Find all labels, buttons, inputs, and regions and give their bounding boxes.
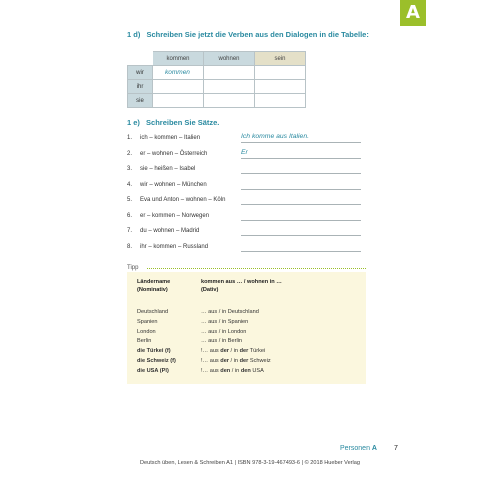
- table-cell-input[interactable]: [153, 80, 204, 94]
- list-item: [127, 224, 367, 240]
- section-badge: A: [400, 0, 426, 26]
- tipp-rows: [137, 309, 362, 378]
- item-number: 8.: [127, 243, 133, 250]
- table-row: [128, 80, 306, 94]
- sentence-list: [127, 131, 367, 255]
- dative-part: !… aus: [201, 367, 221, 374]
- section-letter: A: [371, 445, 377, 452]
- item-number: 4.: [127, 181, 133, 188]
- exercise-number: 1 e): [127, 118, 140, 127]
- tipp-row: [137, 309, 362, 319]
- article: den: [240, 367, 251, 374]
- country-dative: [201, 348, 265, 354]
- country-name: die Türkei (f): [137, 348, 171, 355]
- dative-part: / in: [229, 357, 240, 364]
- item-prompt: er – kommen – Norwegen: [140, 212, 210, 219]
- table-cell-input[interactable]: [255, 94, 306, 108]
- list-item: [127, 147, 367, 163]
- item-prompt: ihr – kommen – Russland: [140, 243, 209, 250]
- list-item: [127, 240, 367, 256]
- item-number: 3.: [127, 166, 133, 172]
- article: der: [239, 357, 249, 364]
- section-name: Personen: [340, 445, 370, 452]
- item-number: 7.: [127, 228, 133, 234]
- answer-line[interactable]: Ich komme aus Italien.: [241, 131, 361, 143]
- country-dative: [201, 368, 264, 374]
- country-name: Deutschland: [137, 309, 169, 315]
- page-number: 7: [394, 445, 398, 452]
- table-row: [128, 94, 306, 108]
- tipp-header-left: [137, 278, 170, 294]
- country-name: die USA (Pl): [137, 367, 169, 374]
- tipp-row: [137, 358, 362, 368]
- column-header: sein: [255, 52, 306, 66]
- item-prompt: du – wohnen – Madrid: [140, 228, 200, 234]
- country-name: die Schweiz (f): [137, 357, 176, 364]
- item-prompt: ich – kommen – Italien: [140, 135, 201, 141]
- tipp-header-right: [201, 278, 282, 294]
- list-item: [127, 209, 367, 225]
- list-item: [127, 178, 367, 194]
- country-name: London: [137, 328, 156, 335]
- tipp-row: [137, 338, 362, 348]
- dative-part: Schweiz: [248, 357, 271, 364]
- country-dative: … aus / in Spanien: [201, 318, 249, 325]
- exercise-1d-heading: [127, 30, 369, 39]
- table-corner: [128, 52, 153, 66]
- country-dative: … aus / in Deutschland: [201, 309, 259, 315]
- exercise-1e-heading: [127, 118, 219, 127]
- dative-part: Türkei: [248, 348, 266, 355]
- item-number: 6.: [127, 212, 133, 219]
- tipp-header-text: kommen aus … / wohnen in …: [201, 279, 282, 285]
- dative-part: !… aus: [201, 357, 221, 364]
- tipp-divider: [147, 268, 366, 269]
- item-prompt: er – wohnen – Österreich: [140, 150, 208, 157]
- table-cell-input[interactable]: [255, 80, 306, 94]
- list-item: [127, 193, 367, 209]
- item-prompt: sie – heißen – Isabel: [140, 166, 196, 172]
- answer-line[interactable]: [241, 224, 361, 236]
- table-cell-input[interactable]: [204, 66, 255, 80]
- tipp-header-text: (Nominativ): [137, 287, 168, 293]
- item-prompt: wir – wohnen – München: [140, 181, 207, 188]
- item-number: 5.: [127, 197, 133, 203]
- tipp-label: Tipp: [127, 265, 139, 271]
- verb-table: [127, 51, 306, 108]
- article: der: [220, 348, 229, 355]
- item-prompt: Eva und Anton – wohnen – Köln: [140, 197, 226, 203]
- row-label: wir: [128, 66, 153, 80]
- dative-part: USA: [250, 367, 264, 374]
- imprint: Deutsch üben, Lesen & Schreiben A1 | ISBN 978-3-19-467493-6 | © 2018 Hueber Verlag: [139, 460, 361, 466]
- table-cell-input[interactable]: [204, 94, 255, 108]
- country-dative: … aus / in London: [201, 328, 247, 335]
- article: den: [220, 367, 231, 374]
- item-number: 2.: [127, 150, 133, 157]
- section-label: [340, 445, 377, 452]
- answer-line[interactable]: [241, 193, 361, 205]
- tipp-header-text: Ländername: [137, 279, 171, 285]
- dative-part: / in: [229, 348, 240, 355]
- table-cell-input[interactable]: [255, 66, 306, 80]
- answer-line[interactable]: [241, 178, 361, 190]
- item-number: 1.: [127, 135, 133, 141]
- row-label: ihr: [128, 80, 153, 94]
- tipp-box: [127, 272, 366, 384]
- table-cell-input[interactable]: kommen: [153, 66, 204, 80]
- article: der: [220, 357, 229, 364]
- tipp-header-text: (Dativ): [201, 287, 219, 293]
- tipp-row: [137, 319, 362, 329]
- dative-part: / in: [230, 367, 241, 374]
- exercise-title: Schreiben Sie Sätze.: [146, 118, 220, 127]
- table-cell-input[interactable]: [153, 94, 204, 108]
- answer-line[interactable]: Er: [241, 147, 361, 159]
- list-item: [127, 131, 367, 147]
- table-row: [128, 66, 306, 80]
- column-header: kommen: [153, 52, 204, 66]
- answer-line[interactable]: [241, 240, 361, 252]
- exercise-title: Schreiben Sie jetzt die Verben aus den Dialogen in die Tabelle:: [146, 30, 369, 39]
- tipp-row: [137, 348, 362, 358]
- exercise-number: 1 d): [127, 30, 141, 39]
- answer-line[interactable]: [241, 209, 361, 221]
- dative-part: !… aus: [201, 348, 221, 355]
- table-cell-input[interactable]: [204, 80, 255, 94]
- country-dative: [201, 358, 271, 364]
- table-header-row: [128, 52, 306, 66]
- column-header: wohnen: [204, 52, 255, 66]
- country-name: Berlin: [137, 338, 152, 345]
- tipp-row: [137, 329, 362, 339]
- row-label: sie: [128, 94, 153, 108]
- country-name: Spanien: [137, 318, 158, 325]
- answer-line[interactable]: [241, 162, 361, 174]
- tipp-row: [137, 368, 362, 378]
- article: der: [239, 348, 249, 355]
- list-item: [127, 162, 367, 178]
- country-dative: … aus / in Berlin: [201, 338, 243, 345]
